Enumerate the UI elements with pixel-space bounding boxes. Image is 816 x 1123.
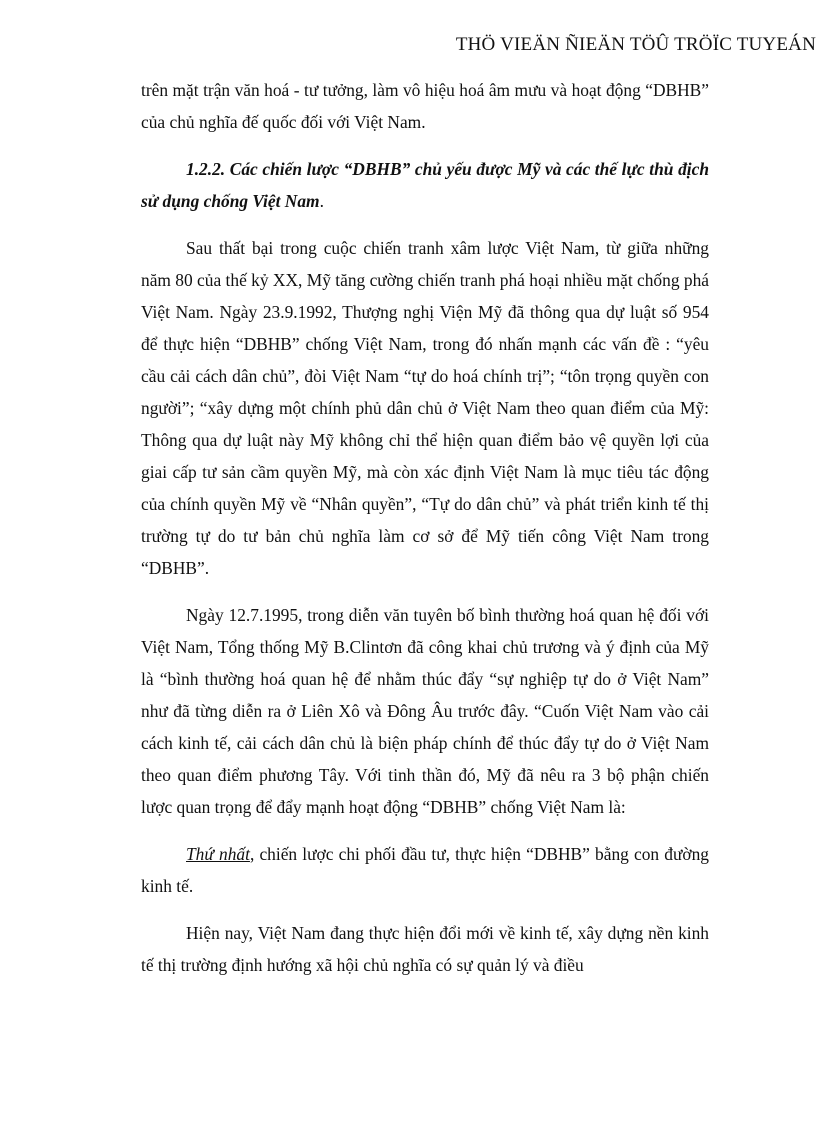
document-body (141, 74, 709, 996)
paragraph-4 (141, 838, 709, 902)
first-point-text: , chiến lược chi phối đầu tư, thực hiện “DBHB” bằng con đường kinh tế. (141, 844, 709, 896)
section-heading (141, 153, 709, 217)
section-heading-period: . (319, 191, 324, 211)
first-point-term: Thứ nhất (186, 844, 250, 864)
section-heading-text: 1.2.2. Các chiến lược “DBHB” chủ yếu được Mỹ và các thế lực thù địch sử dụng chống Việt Nam (141, 159, 709, 211)
paragraph-5: Hiện nay, Việt Nam đang thực hiện đổi mới về kinh tế, xây dựng nền kinh tế thị trường định hướng xã hội chủ nghĩa có sự quản lý và điều (141, 923, 709, 975)
paragraph-3: Ngày 12.7.1995, trong diễn văn tuyên bố bình thường hoá quan hệ đối với Việt Nam, Tổng thống Mỹ B.Clintơn đã công khai chủ trương và ý định của Mỹ là “bình thường hoá quan hệ để nhằm thúc đẩy “sự nghiệp tự do ở Việt Nam” như đã từng diễn ra ở Liên Xô và Đông Âu trước đây. “Cuốn Việt Nam vào cải cách kinh tế, cải cách dân chủ là biện pháp chính để thúc đẩy tự do ở Việt Nam theo quan điểm phương Tây. Với tinh thần đó, Mỹ đã nêu ra 3 bộ phận chiến lược quan trọng để đẩy mạnh hoạt động “DBHB” chống Việt Nam là: (141, 605, 709, 817)
paragraph-1: trên mặt trận văn hoá - tư tưởng, làm vô hiệu hoá âm mưu và hoạt động “DBHB” của chủ nghĩa đế quốc đối với Việt Nam. (141, 80, 709, 132)
running-header: THÖ VIEÄN ÑIEÄN TÖÛ TRÖÏC TUYEÁN (455, 34, 816, 55)
paragraph-2: Sau thất bại trong cuộc chiến tranh xâm lược Việt Nam, từ giữa những năm 80 của thế kỷ XX, Mỹ tăng cường chiến tranh phá hoại nhiều mặt chống phá Việt Nam. Ngày 23.9.1992, Thượng nghị Viện Mỹ đã thông qua dự luật số 954 để thực hiện “DBHB” chống Việt Nam, trong đó nhấn mạnh các vấn đề : “yêu cầu cải cách dân chủ”, đòi Việt Nam “tự do hoá chính trị”; “tôn trọng quyền con người”; “xây dựng một chính phủ dân chủ ở Việt Nam theo quan điểm của Mỹ: Thông qua dự luật này Mỹ không chỉ thể hiện quan điểm bảo vệ quyền lợi của giai cấp tư sản cầm quyền Mỹ, mà còn xác định Việt Nam là mục tiêu tác động của chính quyền Mỹ về “Nhân quyền”, “Tự do dân chủ” và phát triển kinh tế thị trường tự do tư bản chủ nghĩa làm cơ sở để Mỹ tiến công Việt Nam trong “DBHB”. (141, 238, 709, 578)
